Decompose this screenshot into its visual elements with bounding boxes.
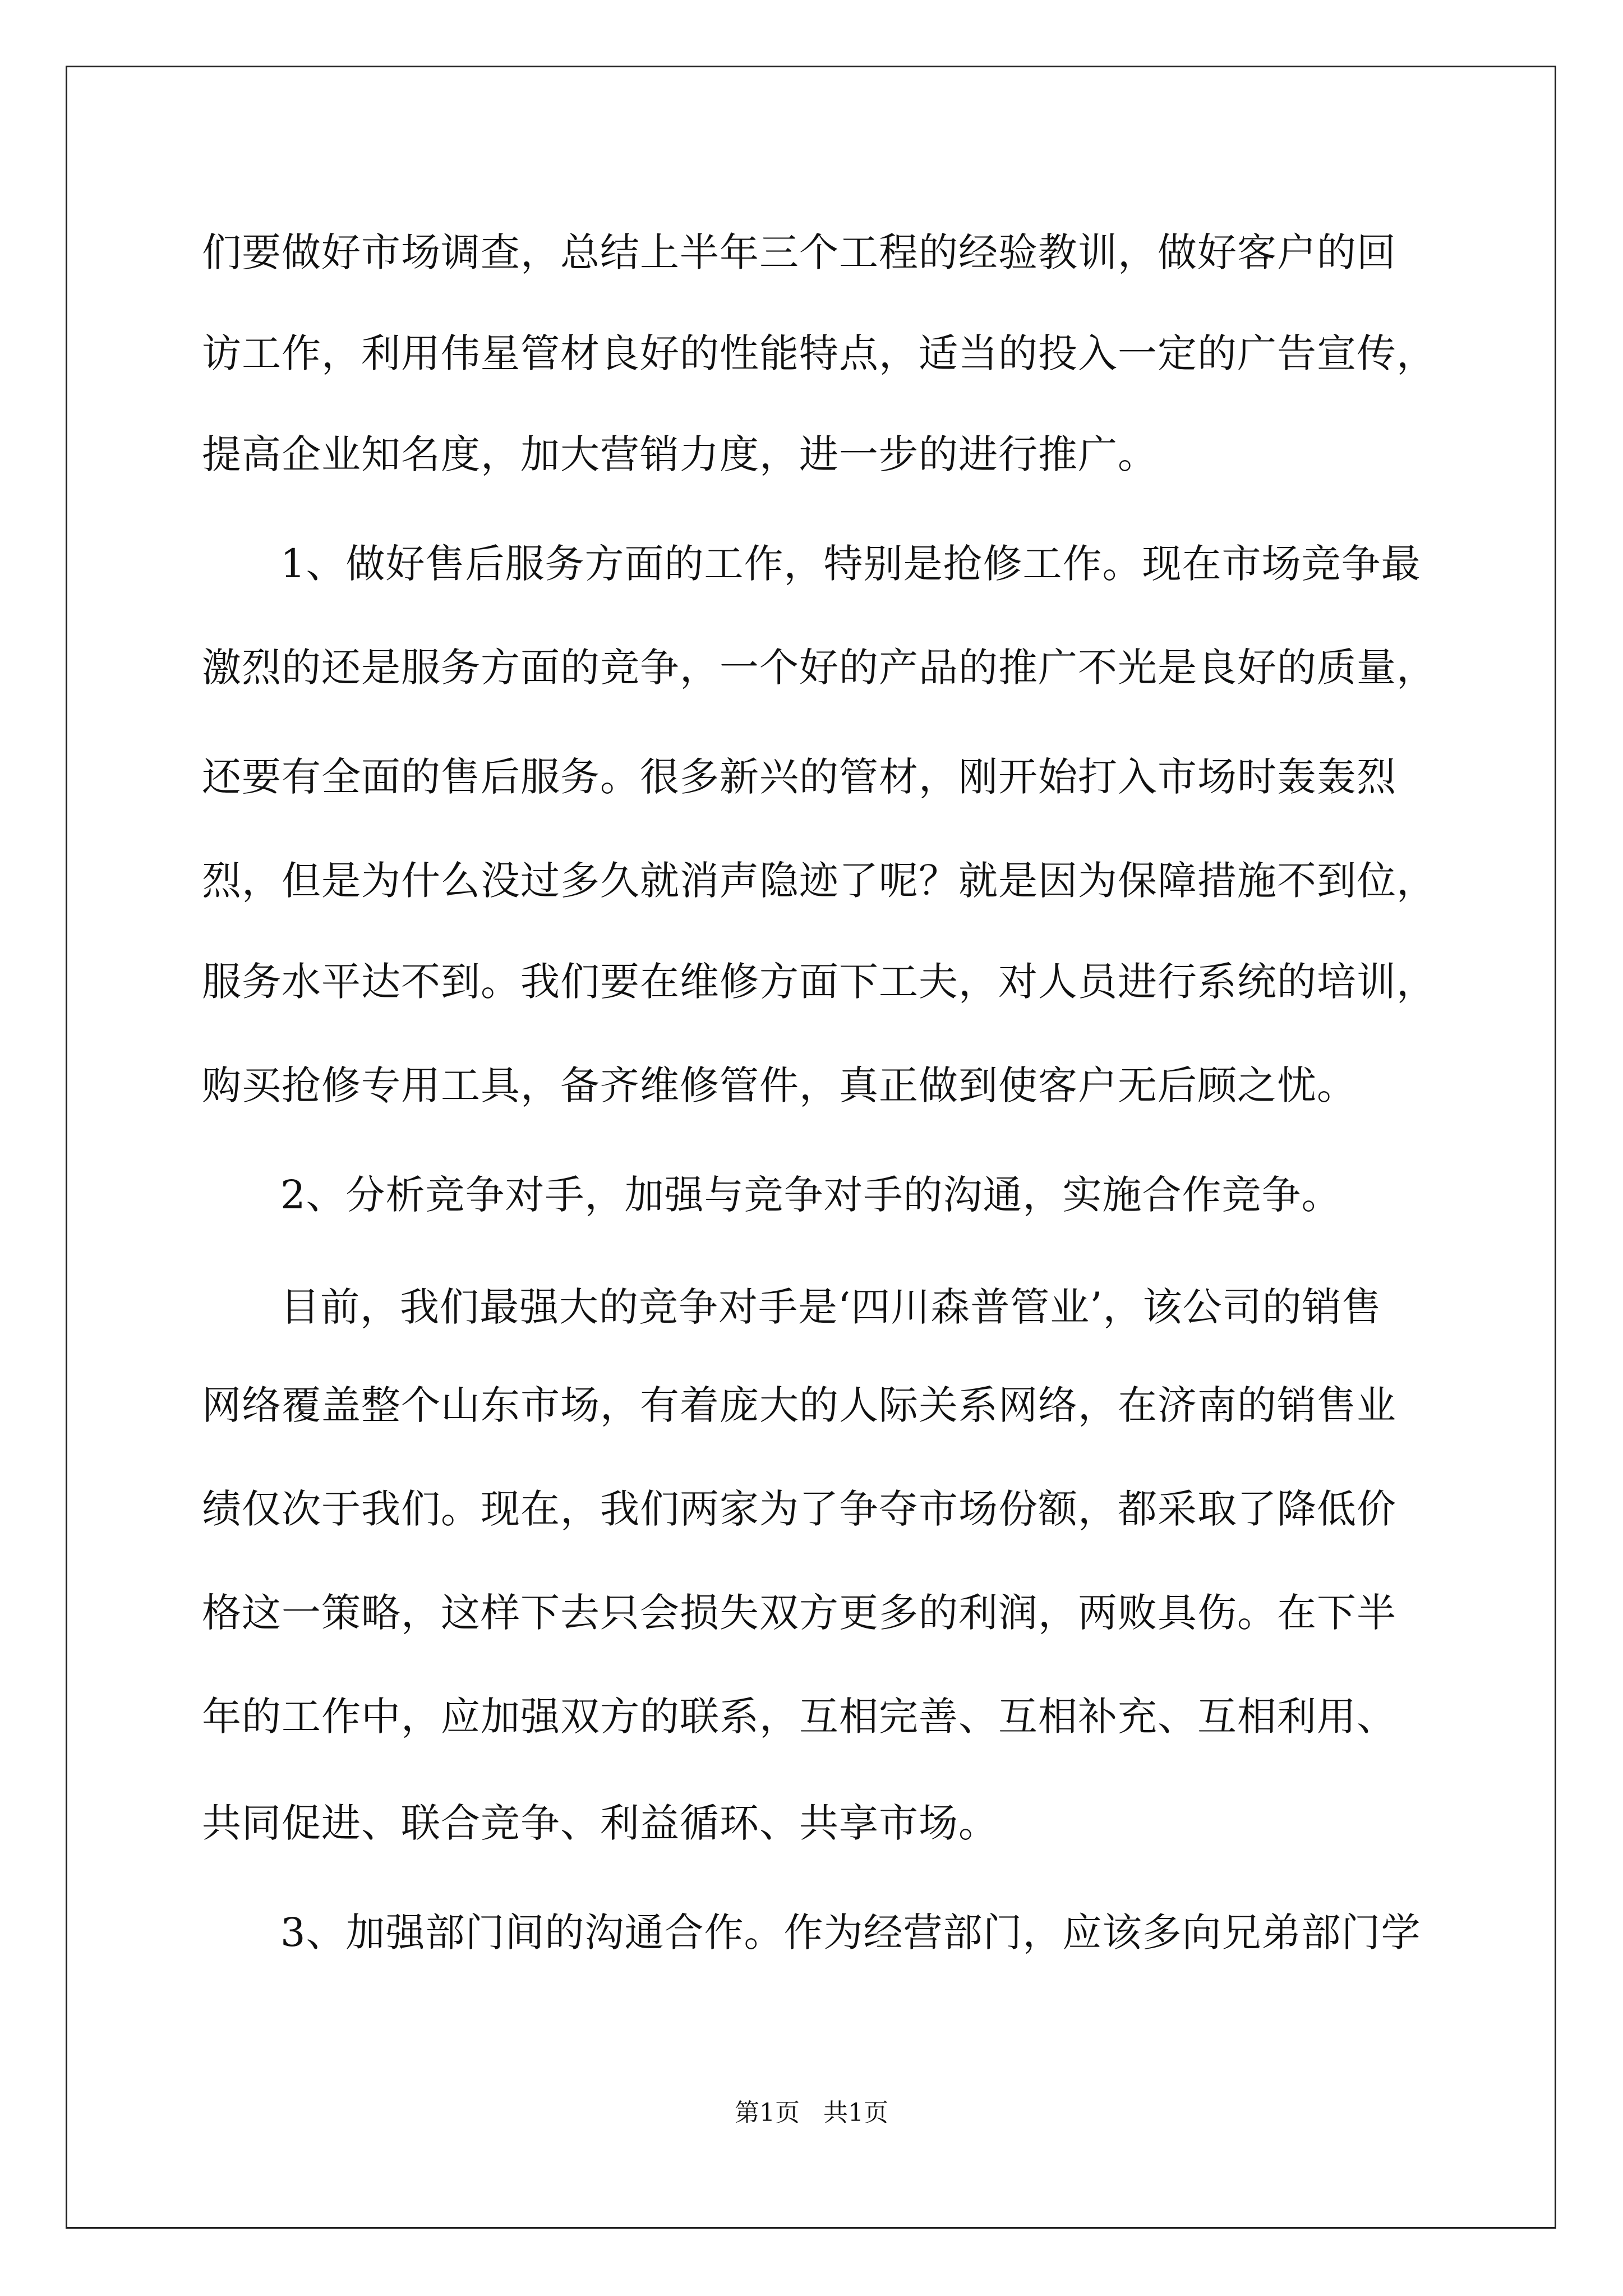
page-number-footer: 第1页 共1页 [735,2099,888,2127]
text-line: 目前，我们最强大的竞争对手是‘四川森普管业’，该公司的销售 [280,1284,1382,1330]
text-line: 1、做好售后服务方面的工作，特别是抢修工作。现在市场竞争最 [280,541,1421,587]
text-line: 网络覆盖整个山东市场，有着庞大的人际关系网络，在济南的销售业 [202,1382,1396,1428]
text-line: 激烈的还是服务方面的竞争，一个好的产品的推广不光是良好的质量， [202,645,1436,691]
text-line: 绩仅次于我们。现在，我们两家为了争夺市场份额，都采取了降低价 [202,1486,1396,1532]
page-border [66,66,1556,2229]
text-line: 服务水平达不到。我们要在维修方面下工夫，对人员进行系统的培训， [202,959,1436,1005]
text-line: 格这一策略，这样下去只会损失双方更多的利润，两败具伤。在下半 [202,1590,1396,1636]
text-line: 访工作，利用伟星管材良好的性能特点，适当的投入一定的广告宣传， [202,330,1436,376]
text-line: 烈，但是为什么没过多久就消声隐迹了呢？就是因为保障措施不到位， [202,858,1436,904]
text-line: 年的工作中，应加强双方的联系，互相完善、互相补充、互相利用、 [202,1694,1396,1740]
text-line: 提高企业知名度，加大营销力度，进一步的进行推广。 [202,431,1158,477]
text-line: 购买抢修专用工具，备齐维修管件，真正做到使客户无后顾之忧。 [202,1062,1357,1108]
text-line: 3、加强部门间的沟通合作。作为经营部门，应该多向兄弟部门学 [280,1910,1421,1955]
text-line: 共同促进、联合竞争、利益循环、共享市场。 [202,1800,998,1846]
text-line: 还要有全面的售后服务。很多新兴的管材，刚开始打入市场时轰轰烈 [202,754,1396,800]
text-line: 2、分析竞争对手，加强与竞争对手的沟通，实施合作竞争。 [280,1172,1341,1218]
text-line: 们要做好市场调查，总结上半年三个工程的经验教训，做好客户的回 [202,229,1396,275]
